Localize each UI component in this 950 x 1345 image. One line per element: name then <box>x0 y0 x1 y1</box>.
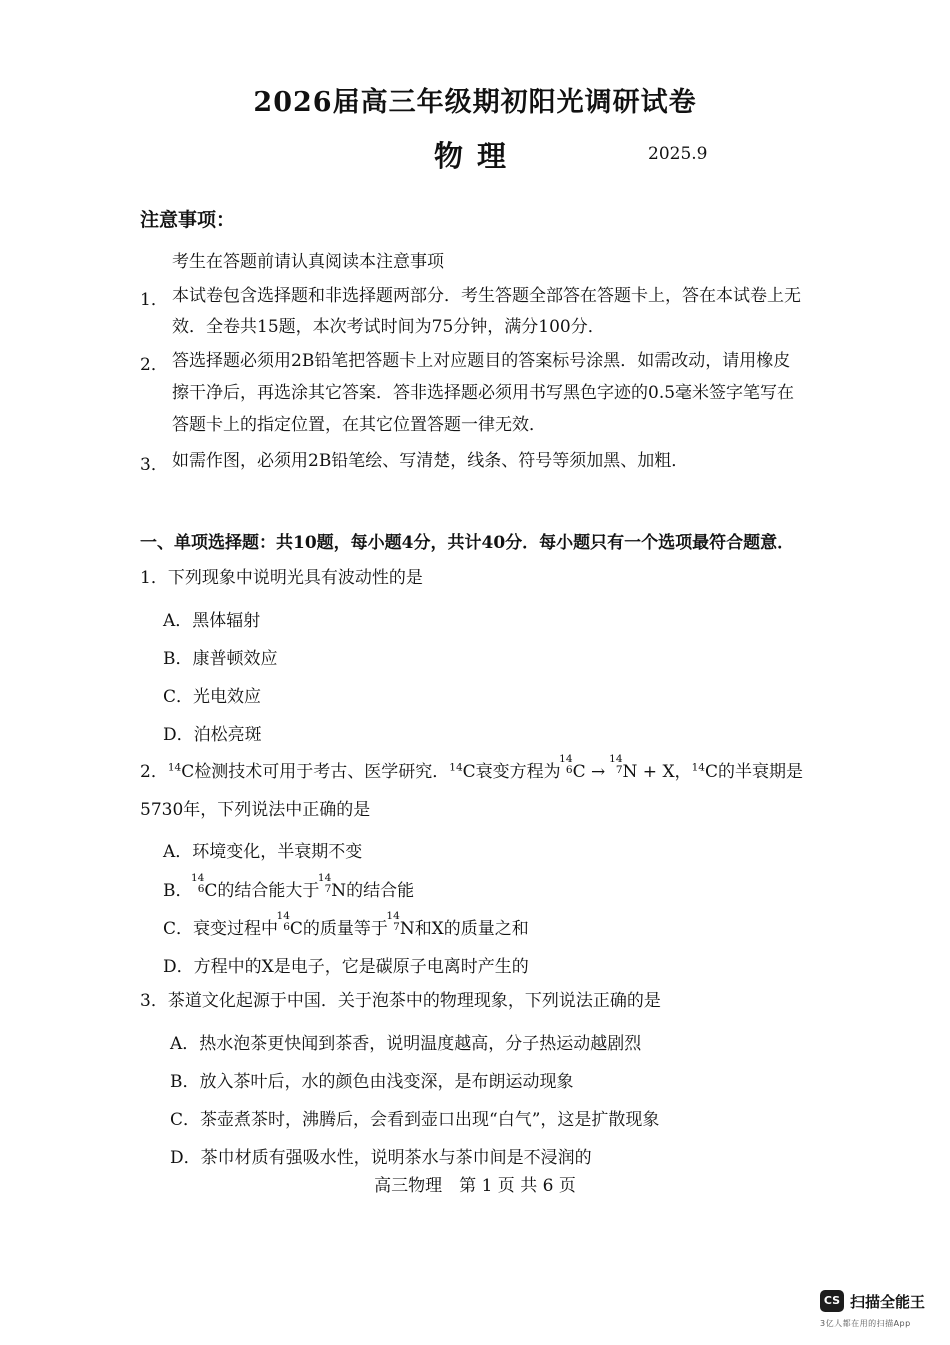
camscanner-slogan: 3亿人都在用的扫描App <box>820 1319 911 1328</box>
exam-title: 2026届高三年级期初阳光调研试卷 <box>253 87 697 118</box>
notice-item-number: 1． <box>140 290 168 310</box>
question-2-option-d: D．方程中的X是电子，它是碳原子电离时产生的 <box>163 957 529 977</box>
question-2-option-b <box>163 872 415 901</box>
stem-text: + X， <box>637 762 692 782</box>
notice-intro: 考生在答题前请认真阅读本注意事项 <box>172 252 444 272</box>
question-3-option-b: B．放入茶叶后，水的颜色由浅变深，是布朗运动现象 <box>170 1072 574 1092</box>
stem-text: C的半衰期是 <box>704 762 803 782</box>
option-text: N的结合能 <box>331 881 415 901</box>
notice-item-line: 擦干净后，再选涂其它答案．答非选择题必须用书写黑色字迹的0.5毫米签字笔写在 <box>172 383 795 403</box>
notice-item-line: 本试卷包含选择题和非选择题两部分．考生答题全部答在答题卡上，答在本试卷上无 <box>172 286 801 306</box>
notice-item-line: 答选择题必须用2B铅笔把答题卡上对应题目的答案标号涂黑．如需改动，请用橡皮 <box>172 351 791 371</box>
option-label: B． <box>163 881 193 901</box>
nuclide-carbon: 14 6 <box>190 872 205 895</box>
nuclide-nitrogen: 14 7 <box>317 872 332 895</box>
mass-number: 14 <box>167 761 182 774</box>
question-2-option-c <box>163 910 529 939</box>
question-1-option-c: C．光电效应 <box>163 687 262 707</box>
stem-text: C检测技术可用于考古、医学研究． <box>181 762 450 782</box>
notice-item-line: 答题卡上的指定位置，在其它位置答题一律无效． <box>172 415 546 435</box>
question-2-stem <box>140 753 803 783</box>
notice-item-line: 如需作图，必须用2B铅笔绘、写清楚，线条、符号等须加黑、加粗． <box>172 451 689 471</box>
question-3-option-c: C．茶壶煮茶时，沸腾后，会看到壶口出现“白气”，这是扩散现象 <box>170 1110 660 1130</box>
question-1-option-b: B．康普顿效应 <box>163 649 278 669</box>
subject-title: 物理 <box>434 139 521 173</box>
notice-item-number: 2． <box>140 355 168 375</box>
nuclide-nitrogen: 14 7 <box>609 753 623 776</box>
notice-heading: 注意事项： <box>140 209 236 231</box>
question-1-option-a: A．黑体辐射 <box>163 611 261 631</box>
option-text: C的质量等于 <box>289 919 388 939</box>
question-2-stem-line2: 5730年，下列说法中正确的是 <box>140 800 371 820</box>
option-text: C．衰变过程中 <box>163 919 279 939</box>
question-number: 2． <box>140 762 168 782</box>
question-1-stem: 1．下列现象中说明光具有波动性的是 <box>140 568 423 588</box>
exam-date: 2025.9 <box>648 144 708 164</box>
question-1-option-d: D．泊松亮斑 <box>163 725 262 745</box>
mass-number: 14 <box>449 761 463 774</box>
camscanner-name: 扫描全能王 <box>850 1293 926 1311</box>
notice-item-line: 效．全卷共15题，本次考试时间为75分钟，满分100分． <box>172 317 605 337</box>
arrow: → <box>585 762 611 782</box>
camscanner-logo-icon: CS <box>820 1290 844 1312</box>
nuclide-carbon: 14 6 <box>559 753 573 776</box>
notice-item-number: 3． <box>140 455 168 475</box>
mass-number: 14 <box>691 761 705 774</box>
question-3-option-a: A．热水泡茶更快闻到茶香，说明温度越高，分子热运动越剧烈 <box>170 1034 642 1054</box>
stem-text: C衰变方程为 <box>462 762 561 782</box>
question-3-stem: 3．茶道文化起源于中国．关于泡茶中的物理现象，下列说法正确的是 <box>140 991 661 1011</box>
nuclide-carbon: 14 6 <box>276 910 290 933</box>
nuclide-nitrogen: 14 7 <box>386 910 400 933</box>
question-3-option-d: D．茶巾材质有强吸水性，说明茶水与茶巾间是不浸润的 <box>170 1148 592 1168</box>
section-heading: 一、单项选择题：共10题，每小题4分，共计40分．每小题只有一个选项最符合题意． <box>140 533 795 553</box>
option-text: N和X的质量之和 <box>399 919 529 939</box>
element-symbol: C <box>572 762 586 782</box>
option-text: C的结合能大于 <box>204 881 320 901</box>
element-symbol: N <box>622 762 638 782</box>
question-2-option-a: A．环境变化，半衰期不变 <box>163 842 363 862</box>
page-footer: 高三物理 第 1 页 共 6 页 <box>374 1176 576 1196</box>
